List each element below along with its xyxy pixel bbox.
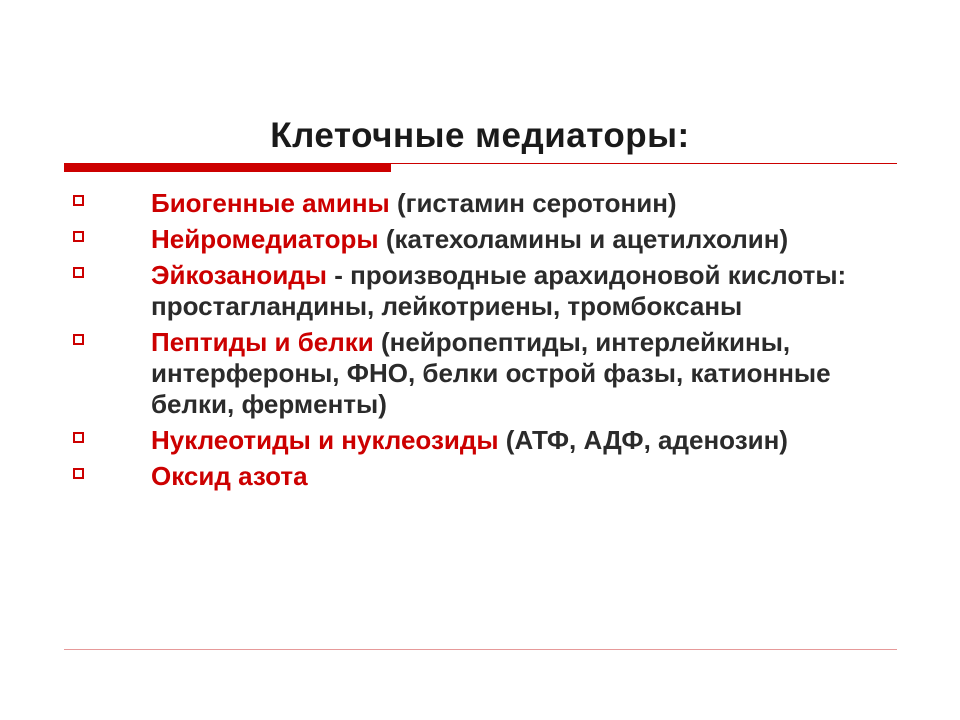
- item-text: (гистамин серотонин): [389, 188, 677, 218]
- footer-divider: [64, 649, 897, 650]
- square-bullet-icon: [73, 334, 84, 345]
- square-bullet-icon: [73, 468, 84, 479]
- item-highlight: Нуклеотиды и нуклеозиды: [151, 425, 499, 455]
- title-underline-thin: [391, 163, 897, 164]
- item-highlight: Биогенные амины: [151, 188, 390, 218]
- list-item: [70, 224, 890, 255]
- item-highlight: Нейромедиаторы: [151, 224, 379, 254]
- slide-title: Клеточные медиаторы:: [270, 116, 690, 155]
- item-highlight: Оксид азота: [151, 461, 308, 491]
- square-bullet-icon: [73, 195, 84, 206]
- list-item: [70, 461, 890, 492]
- item-text: (катехоламины и ацетилхолин): [378, 224, 789, 254]
- list-item: [70, 188, 890, 219]
- list-item: [70, 327, 890, 420]
- square-bullet-icon: [73, 267, 84, 278]
- mediator-list: [70, 188, 890, 497]
- title-underline-thick: [64, 163, 391, 172]
- item-highlight: Эйкозаноиды: [151, 260, 328, 290]
- item-text: (АТФ, АДФ, аденозин): [498, 425, 788, 455]
- square-bullet-icon: [73, 231, 84, 242]
- item-text: - производные арахидоновой кислоты: простагландины, лейкотриены, тромбоксаны: [151, 260, 847, 321]
- square-bullet-icon: [73, 432, 84, 443]
- item-text: (нейропептиды, интерлейкины, интерфероны, ФНО, белки острой фазы, катионные белки, ферменты): [151, 327, 831, 419]
- list-item: [70, 260, 890, 322]
- list-item: [70, 425, 890, 456]
- item-highlight: Пептиды и белки: [151, 327, 374, 357]
